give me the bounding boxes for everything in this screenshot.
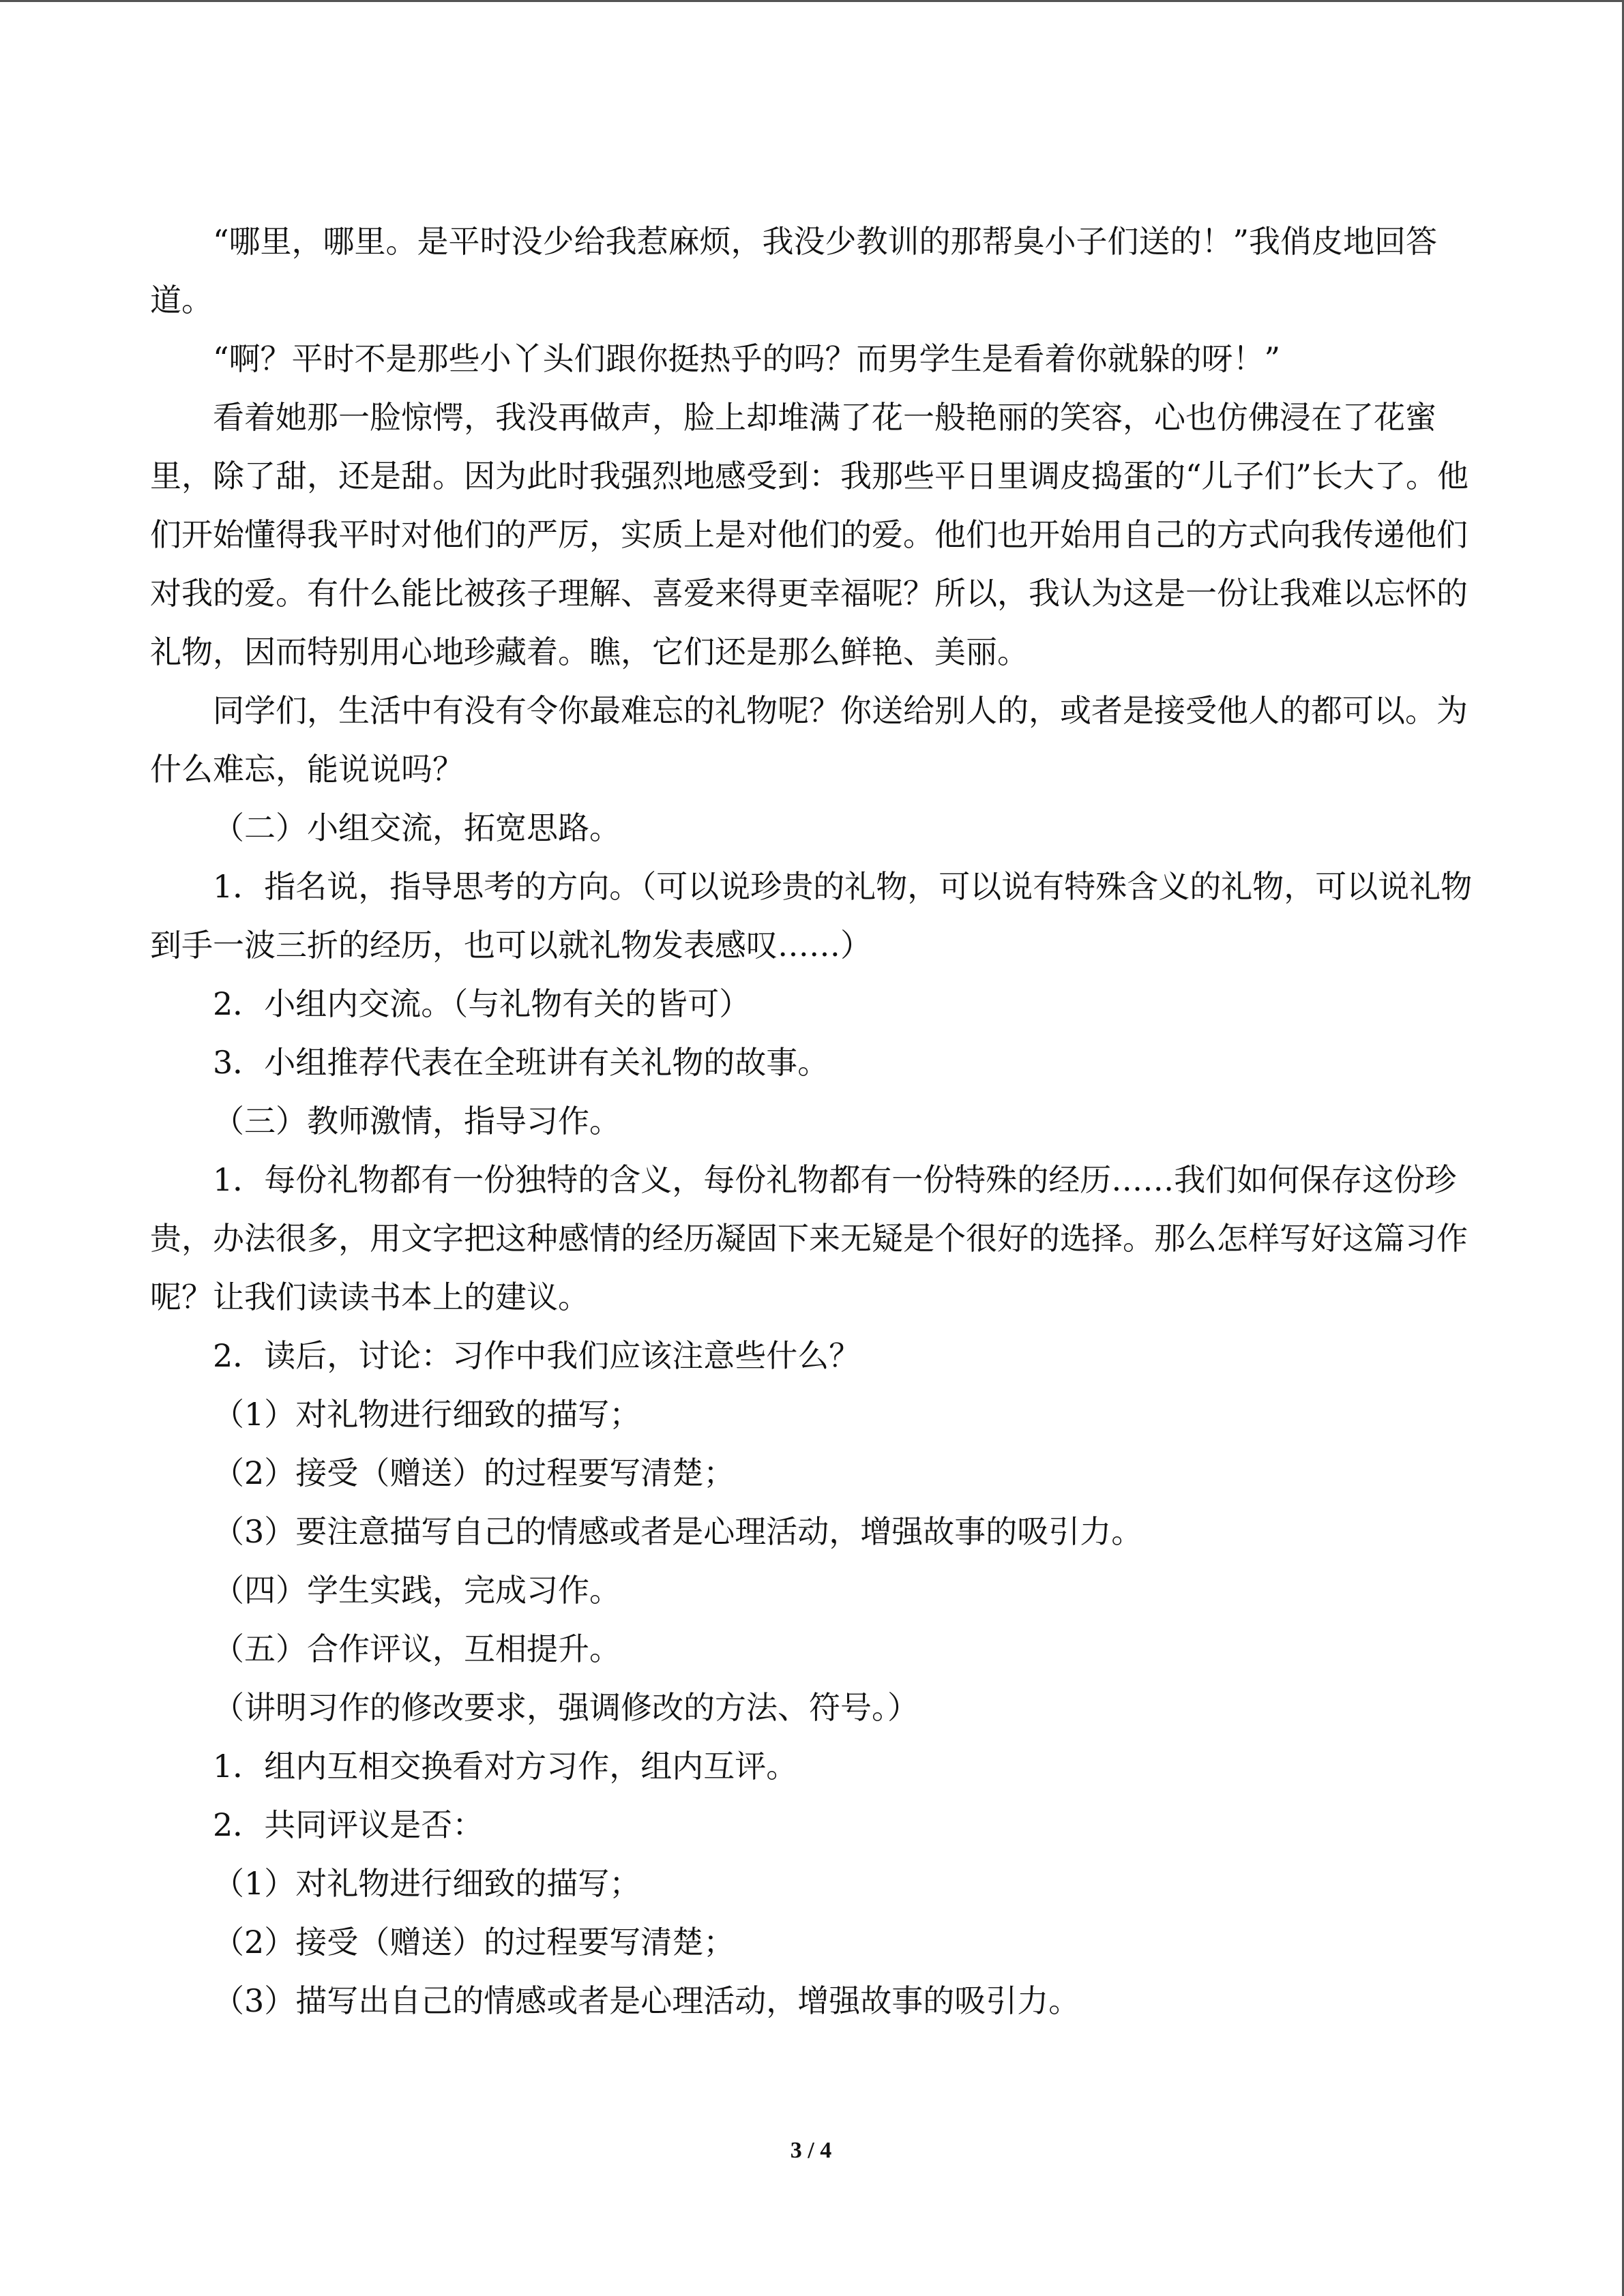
section-heading: （二）小组交流，拓宽思路。 xyxy=(213,809,621,846)
sub-list-item: （3）描写出自己的情感或者是心理活动，增强故事的吸引力。 xyxy=(213,1982,1080,2019)
paragraph: 同学们，生活中有没有令你最难忘的礼物呢？你送给别人的，或者是接受他人的都可以。为什么难忘，能说说吗？ xyxy=(150,692,1468,788)
paragraph: “哪里，哪里。是平时没少给我惹麻烦，我没少教训的那帮臭小子们送的！”我俏皮地回答道。 xyxy=(150,223,1438,318)
note: （讲明习作的修改要求，强调修改的方法、符号。） xyxy=(213,1689,919,1726)
page-number: 3 / 4 xyxy=(790,2138,832,2163)
sub-list-item: （3）要注意描写自己的情感或者是心理活动，增强故事的吸引力。 xyxy=(213,1513,1143,1550)
page-body xyxy=(150,212,1477,2030)
section-heading: （五）合作评议，互相提升。 xyxy=(213,1630,621,1667)
section-heading: （四）学生实践，完成习作。 xyxy=(213,1572,621,1609)
sub-list-item: （2）接受（赠送）的过程要写清楚； xyxy=(213,1455,735,1491)
sub-list-item: （1）对礼物进行细致的描写； xyxy=(213,1396,641,1433)
list-item: 2．读后，讨论：习作中我们应该注意些什么？ xyxy=(213,1337,861,1374)
list-item: 1．组内互相交换看对方习作，组内互评。 xyxy=(213,1748,798,1785)
sub-list-item: （2）接受（赠送）的过程要写清楚； xyxy=(213,1924,735,1960)
list-item: 1．指名说，指导思考的方向。（可以说珍贵的礼物，可以说有特殊含义的礼物，可以说礼物到手一波三折的经历，也可以就礼物发表感叹……） xyxy=(150,868,1473,964)
list-item: 1．每份礼物都有一份独特的含义，每份礼物都有一份特殊的经历……我们如何保存这份珍贵，办法很多，用文字把这种感情的经历凝固下来无疑是个很好的选择。那么怎样写好这篇习作呢？让我们读读书本上的建议。 xyxy=(150,1161,1468,1315)
sub-list-item: （1）对礼物进行细致的描写； xyxy=(213,1865,641,1902)
paragraph: “啊？平时不是那些小丫头们跟你挺热乎的吗？而男学生是看着你就躲的呀！” xyxy=(213,340,1281,377)
list-item: 3．小组推荐代表在全班讲有关礼物的故事。 xyxy=(213,1044,829,1081)
paragraph: 看着她那一脸惊愕，我没再做声，脸上却堆满了花一般艳丽的笑容，心也仿佛浸在了花蜜里，除了甜，还是甜。因为此时我强烈地感受到：我那些平日里调皮捣蛋的“儿子们”长大了。他们开始懂得我平时对他们的严厉，实质上是对他们的爱。他们也开始用自己的方式向我传递他们对我的爱。有什么能比被孩子理解、喜爱来得更幸福呢？所以，我认为这是一份让我难以忘怀的礼物，因而特别用心地珍藏着。瞧，它们还是那么鲜艳、美丽。 xyxy=(150,399,1469,670)
list-item: 2．共同评议是否： xyxy=(213,1806,484,1843)
section-heading: （三）教师激情，指导习作。 xyxy=(213,1103,621,1139)
list-item: 2．小组内交流。（与礼物有关的皆可） xyxy=(213,985,751,1022)
